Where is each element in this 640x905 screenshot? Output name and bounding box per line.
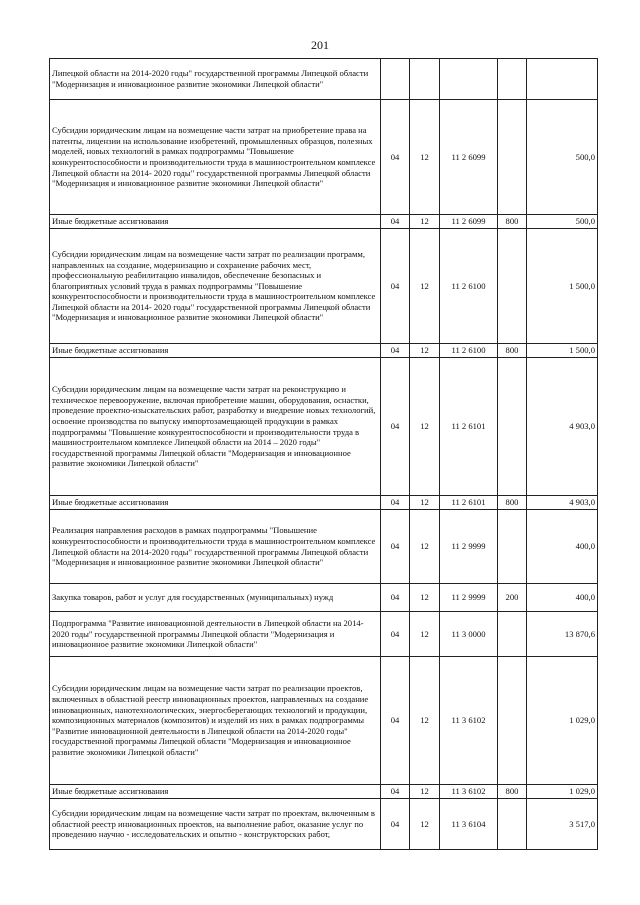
row-amount: 1 500,0 [527,229,598,344]
row-section [381,59,410,100]
row-name: Закупка товаров, работ и услуг для государственных (муниципальных) нужд [50,584,381,612]
row-target-article: 11 2 9999 [440,584,498,612]
row-subsection: 12 [410,100,440,215]
row-target-article [440,59,498,100]
row-section: 04 [381,657,410,785]
row-name: Липецкой области на 2014-2020 годы" государственной программы Липецкой области "Модернизация и инновационное развитие экономики Липецкой области" [50,59,381,100]
row-section: 04 [381,358,410,496]
row-amount: 1 500,0 [527,344,598,358]
row-amount: 3 517,0 [527,799,598,850]
row-target-article: 11 2 6099 [440,100,498,215]
table-row [50,344,598,358]
row-section: 04 [381,799,410,850]
row-name: Субсидии юридическим лицам на возмещение части затрат по реализации проектов, включенных в областной реестр инновационных проектов, направленных на создание инновационных, нанотехнологических, энергосберегающих технологий и продукции, композиционных материалов (композитов) и изделий из них в рамках подпрограммы "Развитие инновационной деятельности в Липецкой области на 2014-2020 годы" государственной программы Липецкой области "Модернизация и инновационное развитие экономики Липецкой области" [50,657,381,785]
table-row [50,215,598,229]
table-row [50,496,598,510]
row-subsection: 12 [410,657,440,785]
row-name: Иные бюджетные ассигнования [50,785,381,799]
row-expense-type: 200 [498,584,527,612]
row-section: 04 [381,612,410,657]
row-subsection: 12 [410,785,440,799]
row-expense-type: 800 [498,496,527,510]
row-section: 04 [381,785,410,799]
row-target-article: 11 3 6104 [440,799,498,850]
row-subsection: 12 [410,496,440,510]
row-amount: 500,0 [527,215,598,229]
row-target-article: 11 2 6100 [440,229,498,344]
row-subsection: 12 [410,584,440,612]
row-subsection: 12 [410,229,440,344]
row-subsection: 12 [410,510,440,584]
row-section: 04 [381,100,410,215]
table-row [50,657,598,785]
row-section: 04 [381,510,410,584]
row-amount: 1 029,0 [527,657,598,785]
row-target-article: 11 3 6102 [440,657,498,785]
row-name: Субсидии юридическим лицам на возмещение части затрат на реконструкцию и техническое перевооружение, включая приобретение машин, оборудования, оснастки, проведение проектно-изыскательских работ, разработку и внедрение новых технологий, освоение производства по выпуску импортозамещающей продукции в рамках подпрограммы "Повышение конкурентоспособности и производительности труда в машиностроительном комплексе Липецкой области на 2014 – 2020 годы" государственной программы Липецкой области "Модернизация и инновационное развитие экономики Липецкой области" [50,358,381,496]
page-number: 201 [311,38,329,52]
row-expense-type [498,229,527,344]
row-target-article: 11 2 6099 [440,215,498,229]
row-target-article: 11 3 6102 [440,785,498,799]
row-expense-type [498,799,527,850]
row-amount [527,59,598,100]
row-expense-type [498,657,527,785]
row-amount: 500,0 [527,100,598,215]
row-amount: 4 903,0 [527,496,598,510]
row-subsection: 12 [410,215,440,229]
row-name: Субсидии юридическим лицам на возмещение части затрат по реализации программ, направленных на создание, модернизацию и сохранение рабочих мест, профессиональную реабилитацию инвалидов, обеспечение безопасных и благоприятных условий труда в рамках подпрограммы "Повышение конкурентоспособности и производительности труда в машиностроительном комплексе Липецкой области на 2014- 2020 годы" государственной программы Липецкой области "Модернизация и инновационное развитие экономики Липецкой области" [50,229,381,344]
row-amount: 400,0 [527,510,598,584]
table-row [50,612,598,657]
row-target-article: 11 2 6100 [440,344,498,358]
row-expense-type [498,358,527,496]
row-target-article: 11 2 6101 [440,358,498,496]
row-name: Иные бюджетные ассигнования [50,344,381,358]
row-subsection [410,59,440,100]
table-row [50,799,598,850]
table-row [50,584,598,612]
row-section: 04 [381,344,410,358]
row-expense-type: 800 [498,785,527,799]
row-amount: 13 870,6 [527,612,598,657]
row-name: Субсидии юридическим лицам на возмещение части затрат на приобретение права на патенты, лицензии на использование изобретений, промышленных образцов, полезных моделей, новых технологий в рамках подпрограммы "Повышение конкурентоспособности и производительности труда в машиностроительном комплексе Липецкой области на 2014- 2020 годы" государственной программы Липецкой области "Модернизация и инновационное развитие экономики Липецкой области" [50,100,381,215]
table-row [50,358,598,496]
row-expense-type: 800 [498,344,527,358]
row-amount: 400,0 [527,584,598,612]
row-expense-type [498,59,527,100]
row-name: Реализация направления расходов в рамках подпрограммы "Повышение конкурентоспособности и производительности труда в машиностроительном комплексе Липецкой области на 2014-2020 годы" государственной программы Липецкой области "Модернизация и инновационное развитие экономики Липецкой области" [50,510,381,584]
row-section: 04 [381,229,410,344]
row-subsection: 12 [410,799,440,850]
row-name: Подпрограмма "Развитие инновационной деятельности в Липецкой области на 2014-2020 годы" государственной программы Липецкой области "Модернизация и инновационное развитие экономики Липецкой области" [50,612,381,657]
row-expense-type [498,100,527,215]
row-target-article: 11 2 6101 [440,496,498,510]
row-section: 04 [381,496,410,510]
row-subsection: 12 [410,358,440,496]
row-section: 04 [381,584,410,612]
row-target-article: 11 3 0000 [440,612,498,657]
row-subsection: 12 [410,344,440,358]
table-row [50,785,598,799]
row-amount: 1 029,0 [527,785,598,799]
row-target-article: 11 2 9999 [440,510,498,584]
table-row [50,100,598,215]
row-expense-type: 800 [498,215,527,229]
table-row [50,510,598,584]
row-name: Иные бюджетные ассигнования [50,496,381,510]
row-subsection: 12 [410,612,440,657]
row-section: 04 [381,215,410,229]
table-row [50,59,598,100]
row-expense-type [498,510,527,584]
row-name: Субсидии юридическим лицам на возмещение части затрат по проектам, включенным в областной реестр инновационных проектов, на выполнение работ, оказание услуг по проведению научно - исследовательских и опытно - конструкторских работ, [50,799,381,850]
budget-table [49,58,598,850]
table-row [50,229,598,344]
row-amount: 4 903,0 [527,358,598,496]
row-name: Иные бюджетные ассигнования [50,215,381,229]
row-expense-type [498,612,527,657]
